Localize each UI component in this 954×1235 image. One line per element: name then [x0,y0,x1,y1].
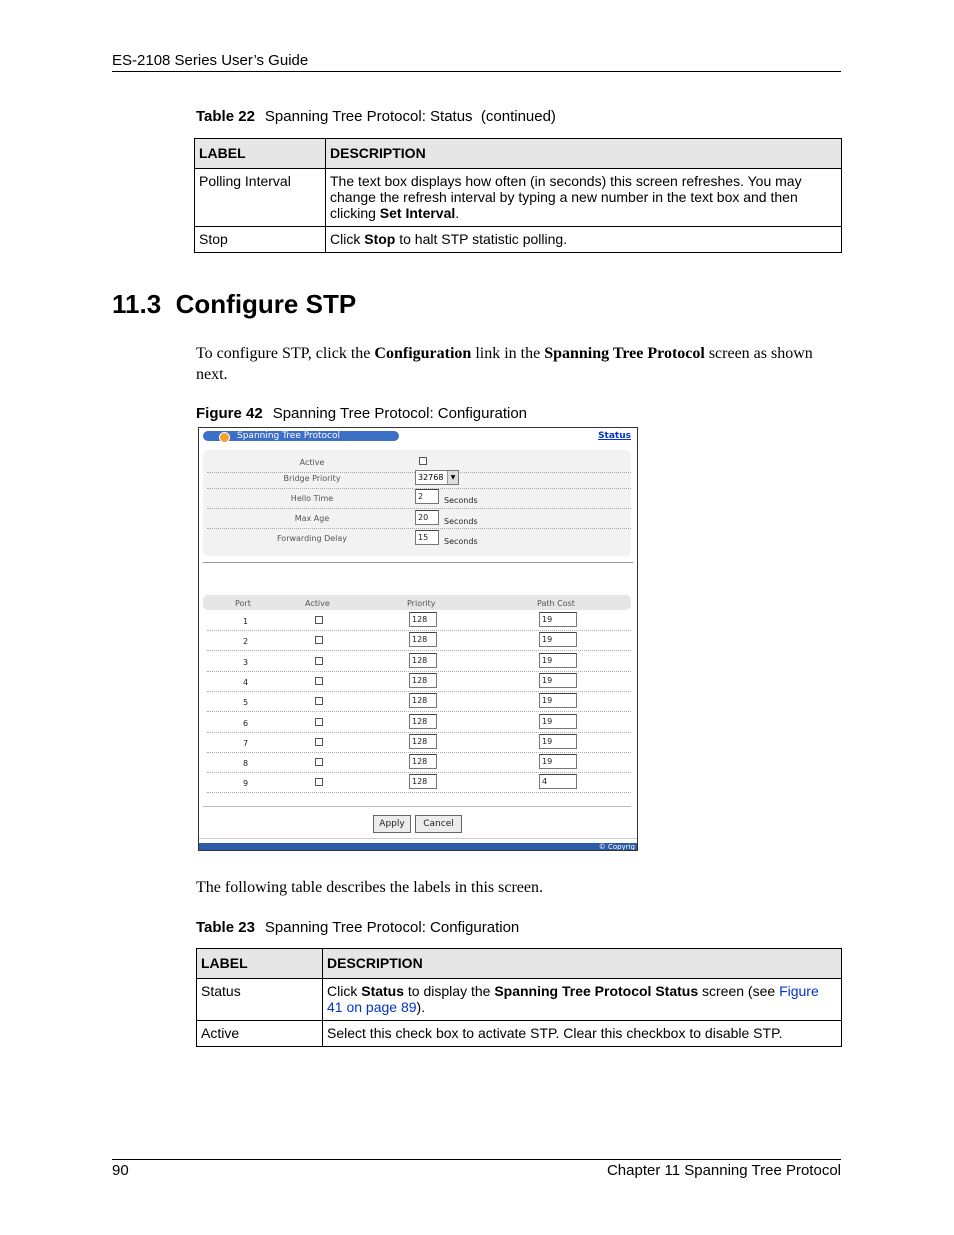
hello-time-input[interactable]: 2 [415,489,439,504]
port-table-header [203,595,631,610]
table22 [194,138,842,253]
port-priority-input[interactable]: 128 [409,774,437,789]
port-header: Port [235,599,251,608]
forwarding-delay-label: Forwarding Delay [276,534,348,543]
port-priority-input[interactable]: 128 [409,734,437,749]
port-number: 9 [243,779,249,789]
port-active-checkbox[interactable] [315,778,323,786]
port-path-cost-input[interactable]: 19 [539,693,577,708]
bridge-priority-select[interactable]: 32768 ▼ [415,470,459,485]
port-number: 5 [243,698,249,708]
port-priority-input[interactable]: 128 [409,693,437,708]
port-priority-input[interactable]: 128 [409,632,437,647]
screen-title-bar [203,431,399,441]
port-row [207,630,631,651]
port-number: 6 [243,718,249,728]
figure-41-link[interactable]: Figure 41 on page 89 [327,983,819,1015]
port-path-cost-input[interactable]: 4 [539,774,577,789]
max-age-row [207,508,631,529]
hello-time-label: Hello Time [290,494,334,503]
section-heading: 11.3 Configure STP [112,289,357,319]
port-number: 3 [243,657,249,667]
port-active-checkbox[interactable] [315,738,323,746]
row-description: Click Stop to halt STP statistic polling. [326,227,842,253]
col-label: LABEL [195,139,326,169]
hello-time-unit: Seconds [444,496,478,505]
row-label: Polling Interval [195,169,326,227]
port-active-checkbox[interactable] [315,758,323,766]
port-path-cost-input[interactable]: 19 [539,612,577,627]
divider [203,806,631,807]
following-text: The following table describes the labels in this screen. [196,879,544,896]
path-cost-header: Path Cost [537,599,575,608]
active-label: Active [299,458,325,467]
forwarding-delay-input[interactable]: 15 [415,530,439,545]
col-description: DESCRIPTION [323,949,842,979]
figure-caption-title: Spanning Tree Protocol: Configuration [272,405,528,422]
table-row [195,169,842,227]
port-path-cost-input[interactable]: 19 [539,673,577,688]
forwarding-delay-unit: Seconds [444,537,478,546]
table-header-row [197,949,842,979]
port-row [207,671,631,692]
forwarding-delay-row [207,528,631,548]
stp-config-screenshot [198,427,638,851]
status-link[interactable]: Status [598,431,631,441]
row-description: The text box displays how often (in seconds) this screen refreshes. You may change the refresh interval by typing a new number in the text box and then clicking Set Interval. [326,169,842,227]
port-priority-input[interactable]: 128 [409,653,437,668]
col-label: LABEL [197,949,323,979]
port-row [207,752,631,773]
col-description: DESCRIPTION [326,139,842,169]
hello-time-row [207,488,631,509]
table-row [197,979,842,1021]
port-row [207,732,631,753]
port-active-checkbox[interactable] [315,718,323,726]
divider [203,562,633,563]
port-priority-input[interactable]: 128 [409,714,437,729]
port-active-checkbox[interactable] [315,636,323,644]
max-age-input[interactable]: 20 [415,510,439,525]
row-label: Active [197,1021,323,1047]
priority-header: Priority [407,599,436,608]
bridge-priority-row [207,468,631,489]
apply-button[interactable]: Apply [373,815,411,833]
port-row [207,610,631,631]
port-path-cost-input[interactable]: 19 [539,653,577,668]
port-number: 4 [243,677,249,687]
active-checkbox[interactable] [419,457,427,465]
max-age-label: Max Age [294,514,330,523]
port-priority-input[interactable]: 128 [409,612,437,627]
table23-caption-num: Table 23 [196,919,255,936]
port-number: 8 [243,759,249,769]
port-path-cost-input[interactable]: 19 [539,714,577,729]
port-active-checkbox[interactable] [315,697,323,705]
page-number: 90 [112,1162,129,1179]
port-number: 1 [243,617,249,626]
row-label: Stop [195,227,326,253]
divider [199,838,637,839]
port-path-cost-input[interactable]: 19 [539,754,577,769]
port-row [207,651,631,672]
table22-caption-num: Table 22 [196,108,255,125]
row-description: Click Status to display the Spanning Tree Protocol Status screen (see Figure 41 on page 89). [323,979,842,1021]
chapter-title: Chapter 11 Spanning Tree Protocol [606,1162,841,1179]
bridge-priority-label: Bridge Priority [283,474,341,483]
port-priority-input[interactable]: 128 [409,754,437,769]
port-path-cost-input[interactable]: 19 [539,734,577,749]
table22-caption [196,108,556,125]
port-row [207,712,631,733]
intro-paragraph: To configure STP, click the Configuration link in the Spanning Tree Protocol screen as shown next. [196,345,813,383]
port-row [207,691,631,712]
port-active-checkbox[interactable] [315,677,323,685]
port-row [207,772,631,793]
chevron-down-icon: ▼ [447,471,458,484]
port-active-checkbox[interactable] [315,657,323,665]
table-row [195,227,842,253]
port-active-checkbox[interactable] [315,616,323,624]
port-path-cost-input[interactable]: 19 [539,632,577,647]
guide-title: ES-2108 Series User’s Guide [112,52,309,69]
copyright-text: © Copyrig [598,843,635,851]
screen-title: Spanning Tree Protocol [237,431,341,441]
title-bullet-icon [219,432,230,443]
table22-caption-title: Spanning Tree Protocol: Status (continued) [264,108,556,125]
table23 [196,948,842,1047]
table-header-row [195,139,842,169]
table23-caption-title: Spanning Tree Protocol: Configuration [264,919,520,936]
figure-caption [196,405,527,422]
cancel-button[interactable]: Cancel [415,815,462,833]
max-age-unit: Seconds [444,517,478,526]
table-row [197,1021,842,1047]
footer-rule [112,1159,841,1160]
figure-caption-num: Figure 42 [196,405,263,422]
row-description: Select this check box to activate STP. Clear this checkbox to disable STP. [323,1021,842,1047]
active-header: Active [305,599,330,608]
port-number: 7 [243,738,249,748]
port-priority-input[interactable]: 128 [409,673,437,688]
row-label: Status [197,979,323,1021]
table23-caption [196,919,519,936]
header-rule [112,71,841,72]
port-number: 2 [243,637,249,647]
footer-bar [199,843,637,850]
